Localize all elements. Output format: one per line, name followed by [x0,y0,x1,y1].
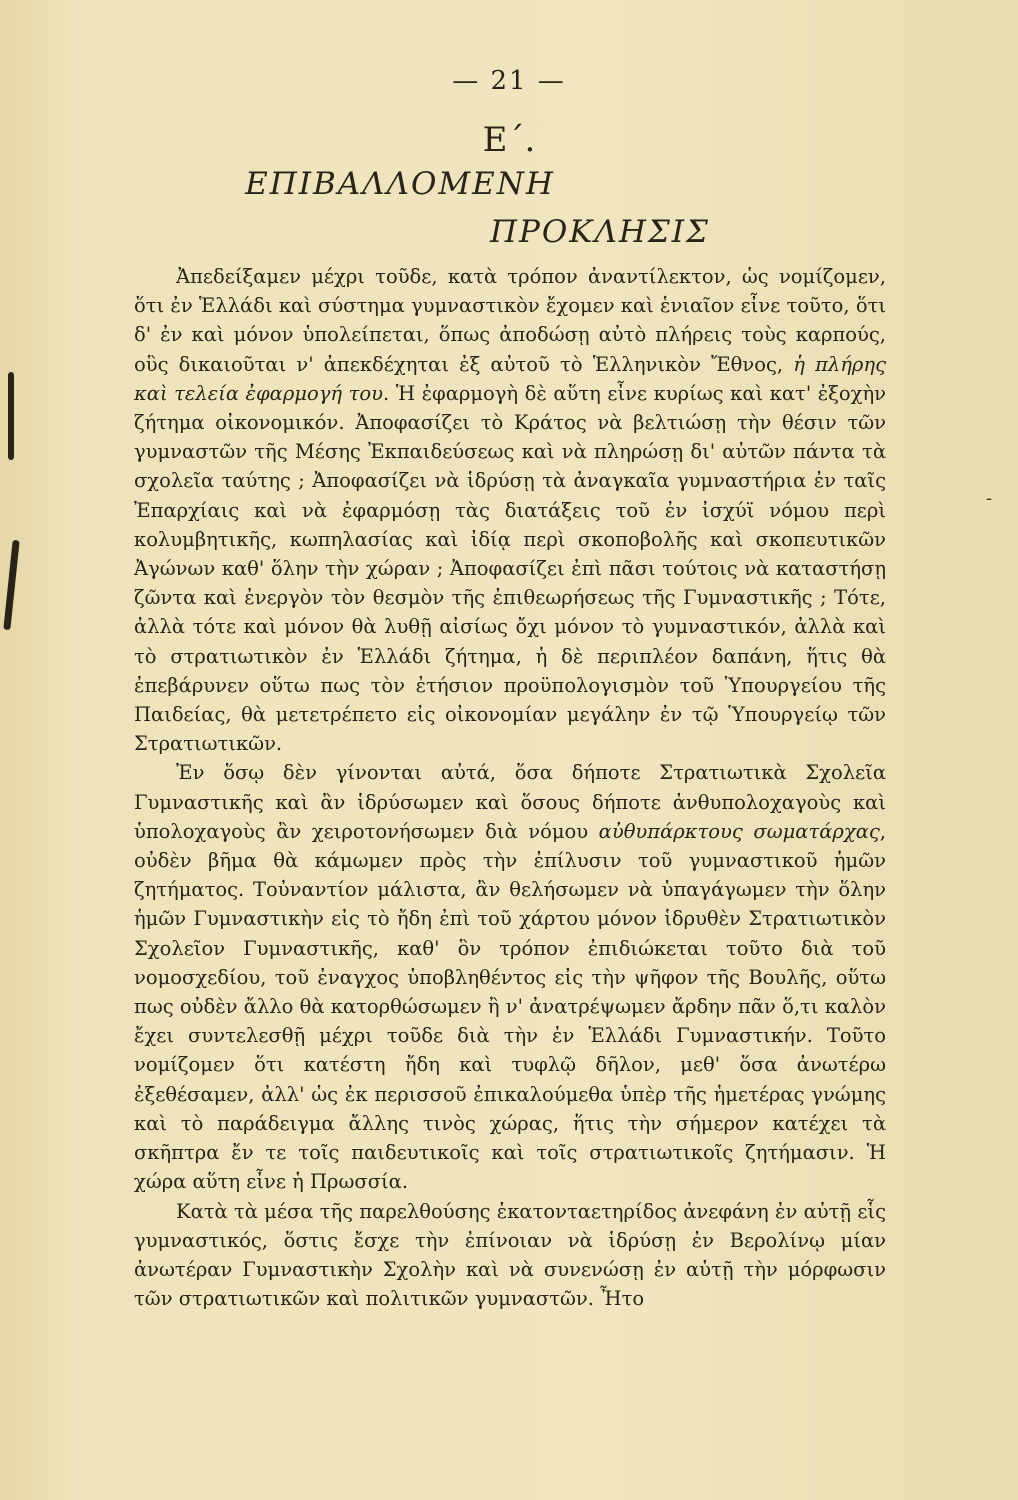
paragraph-2-emphasis: αὐθυπάρκτους σωματάρχας [598,819,880,843]
section-number: Ε΄. [482,120,536,160]
chapter-title-line1: ΕΠΙΒΑΛΛΟΜΕΝΗ [245,166,555,202]
margin-dash-mark: - [986,488,993,509]
margin-pencil-mark [8,372,14,460]
paragraph-2-text-a: Ἐν ὅσῳ δὲν γίνονται αὐτά, ὅσα δήποτε Στρατιωτικὰ Σχολεῖα Γυμναστικῆς καὶ ἂν ἱδρύσωμεν καὶ ὅσους δήποτε ἀνθυπολοχαγοὺς καὶ ὑπολοχαγοὺς ἂν χειροτονήσωμεν διὰ νόμου [134,761,886,843]
chapter-title-line2: ΠΡΟΚΛΗΣΙΣ [490,214,710,250]
body-text [134,262,886,1313]
paragraph-1-text-a: Ἀπεδείξαμεν μέχρι τοῦδε, κατὰ τρόπον ἀναντίλεκτον, ὡς νομίζομεν, ὅτι ἐν Ἑλλάδι καὶ σύστημα γυμναστικὸν ἔχομεν καὶ ἑνιαῖον εἶνε τοῦτο, ὅτι δ' ἐν καὶ μόνον ὑπολείπεται, ὅπως ἀποδώσῃ αὐτὸ πλήρεις τοὺς καρπούς, οὓς δικαιοῦται ν' ἀπεκδέχηται ἐξ αὐτοῦ τὸ Ἑλληνικὸν Ἔθνος, [134,265,886,376]
paragraph-2-text-b: , οὐδὲν βῆμα θὰ κάμωμεν πρὸς τὴν ἐπίλυσιν τοῦ γυμναστικοῦ ἡμῶν ζητήματος. Τοὐναντίον μάλιστα, ἂν θελήσωμεν νὰ ὑπαγάγωμεν τὴν ὅλην ἡμῶν Γυμναστικὴν εἰς τὸ ἤδη ἐπὶ τοῦ χάρτου μόνον ἱδρυθὲν Στρατιωτικὸν Σχολεῖον Γυμναστικῆς, καθ' ὃν τρόπον ἐπιδιώκεται τοῦτο διὰ τοῦ νομοσχεδίου, τοῦ ἐναγχος ὑποβληθέντος εἰς τὴν ψῆφον τῆς Βουλῆς, οὕτω πως οὐδὲν ἄλλο θὰ κατορθώσωμεν ἢ ν' ἀνατρέψωμεν ἄρδην πᾶν ὅ,τι καλὸν ἔχει συντελεσθῇ μέχρι τοῦδε διὰ τὴν ἐν Ἑλλάδι Γυμναστικήν. Τοῦτο νομίζομεν ὅτι κατέστη ἤδη καὶ τυφλῷ δῆλον, μεθ' ὅσα ἀνωτέρω ἐξεθέσαμεν, ἀλλ' ὡς ἐκ περισσοῦ ἐπικαλούμεθα ὑπὲρ τῆς ἡμετέρας γνώμης καὶ τὸ παράδειγμα ἄλλης τινὸς χώρας, ἥτις τὴν σήμερον κατέχει τὰ σκῆπτρα ἔν τε τοῖς παιδευτικοῖς καὶ τοῖς στρατιωτικοῖς ζητήμασιν. Ἡ χώρα αὕτη εἶνε ἡ Πρωσσία. [134,819,886,1194]
paragraph-1-text-b: . Ἡ ἐφαρμογὴ δὲ αὕτη εἶνε κυρίως καὶ κατ' ἐξοχὴν ζήτημα οἰκονομικόν. Ἀποφασίζει τὸ Κράτος νὰ βελτιώσῃ τὴν θέσιν τῶν γυμναστῶν τῆς Μέσης Ἐκπαιδεύσεως καὶ νὰ πληρώσῃ δι' αὐτῶν πάντα τὰ σχολεῖα ταύτης ; Ἀποφασίζει νὰ ἱδρύσῃ τὰ ἀναγκαῖα γυμναστήρια ἐν ταῖς Ἐπαρχίαις καὶ νὰ ἐφαρμόσῃ τὰς διατάξεις τοῦ ἐν ἰσχύϊ νόμου περὶ κολυμβητικῆς, κωπηλασίας καὶ ἰδίᾳ περὶ σκοποβολῆς καὶ σκοπευτικῶν Ἀγώνων καθ' ὅλην τὴν χώραν ; Ἀποφασίζει ἐπὶ πᾶσι τούτοις νὰ καταστήσῃ ζῶντα καὶ ἐνεργὸν τὸν θεσμὸν τῆς ἐπιθεωρήσεως τῆς Γυμναστικῆς ; Τότε, ἀλλὰ τότε καὶ μόνον θὰ λυθῇ αἰσίως ὄχι μόνον τὸ γυμναστικόν, ἀλλὰ καὶ τὸ στρατιωτικὸν ἐν Ἑλλάδι ζήτημα, ἡ δὲ περιπλέον δαπάνη, ἥτις θὰ ἐπεβάρυνεν οὕτω πως τὸν ἐτήσιον προϋπολογισμὸν τοῦ Ὑπουργείου τῆς Παιδείας, θὰ μετετρέπετο εἰς οἰκονομίαν μεγάλην ἐν τῷ Ὑπουργείῳ τῶν Στρατιωτικῶν. [134,381,887,756]
paragraph-1-emphasis: ἡ πλήρης καὶ τελεία ἐφαρμογή του [134,352,886,405]
margin-pencil-mark [3,540,19,630]
paragraph-2 [134,758,886,1196]
paragraph-1 [134,262,886,758]
paragraph-3: Κατὰ τὰ μέσα τῆς παρελθούσης ἑκατονταετηρίδος ἀνεφάνη ἐν αὐτῇ εἷς γυμναστικός, ὅστις ἔσχε τὴν ἐπίνοιαν νὰ ἱδρύσῃ ἐν Βερολίνῳ μίαν ἀνωτέραν Γυμναστικὴν Σχολὴν καὶ νὰ συνενώσῃ ἐν αὐτῇ τὴν μόρφωσιν τῶν στρατιωτικῶν καὶ πολιτικῶν γυμναστῶν. Ἦτο [134,1199,886,1311]
page-number: — 21 — [452,66,566,96]
